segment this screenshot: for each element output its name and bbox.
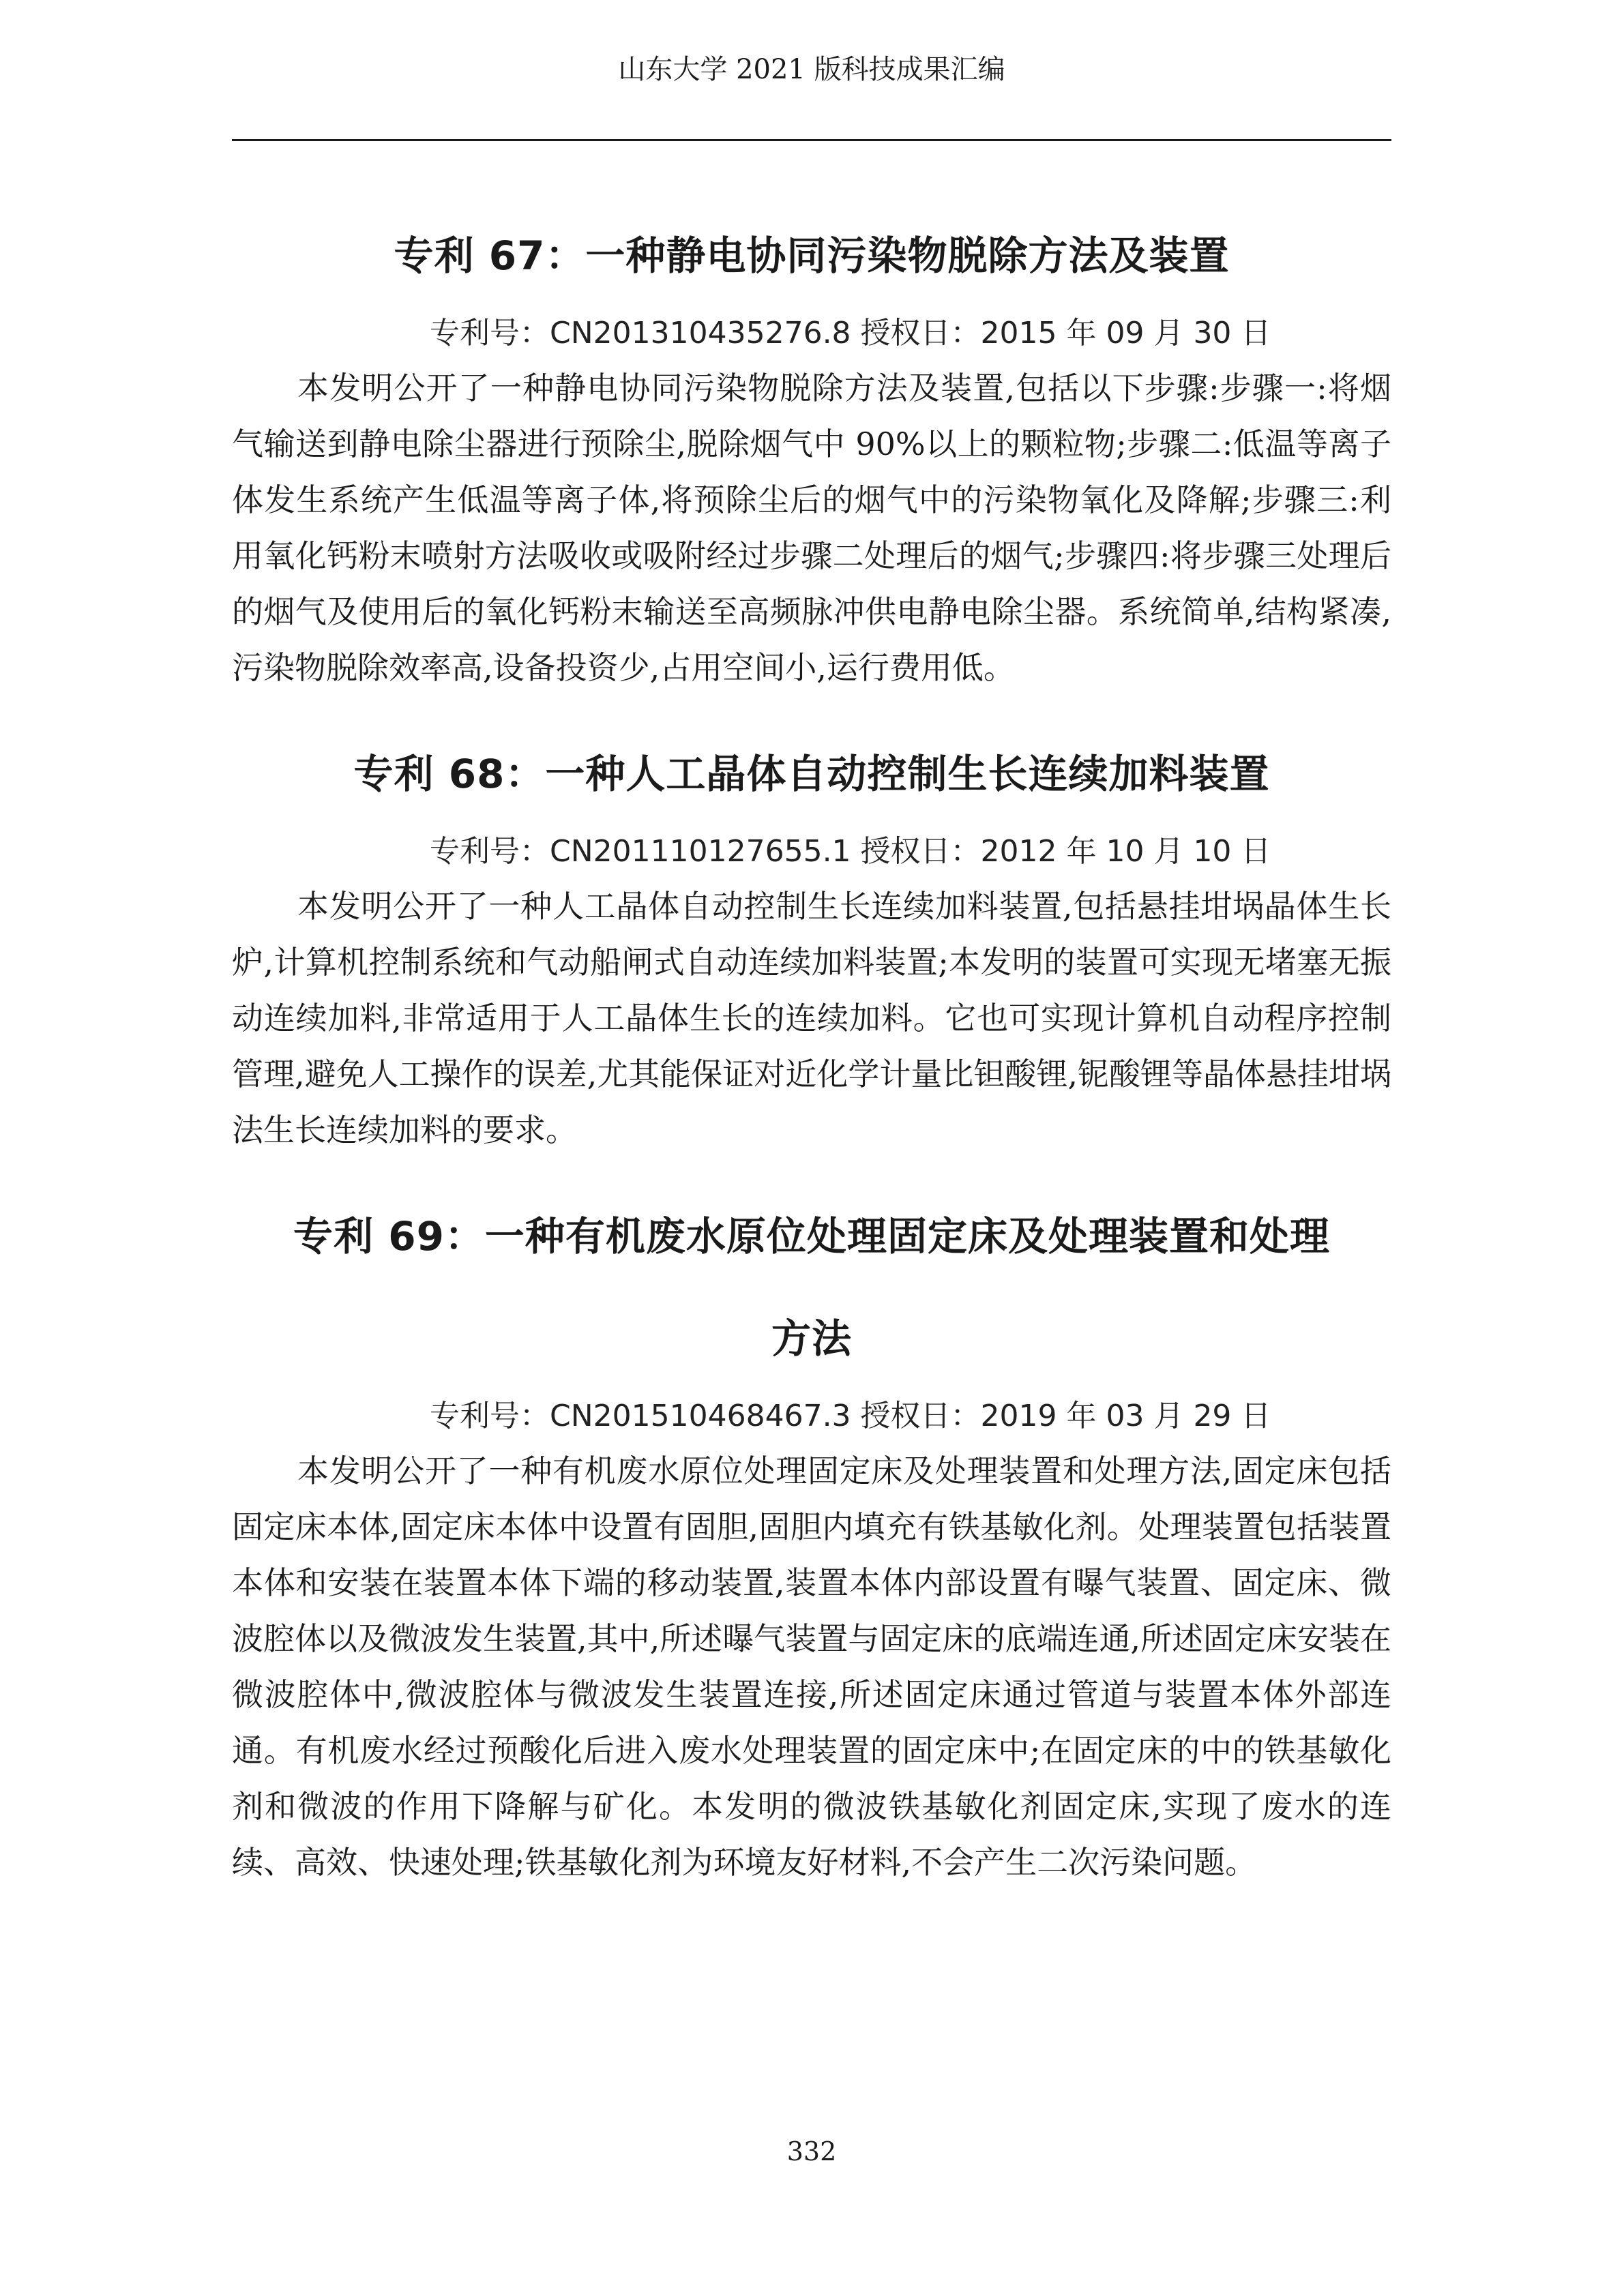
patent-meta: 专利号：CN201310435276.8 授权日：2015 年 09 月 30 日 bbox=[430, 316, 1271, 351]
running-header: 山东大学 2021 版科技成果汇编 bbox=[618, 54, 1005, 85]
patent-abstract: 本发明公开了一种有机废水原位处理固定床及处理装置和处理方法,固定床包括固定床本体,固定床本体中设置有固胆,固胆内填充有铁基敏化剂。处理装置包括装置本体和安装在装置本体下端的移动装置,装置本体内部设置有曝气装置、固定床、微波腔体以及微波发生装置,其中,所述曝气装置与固定床的底端连通,所述固定床安装在微波腔体中,微波腔体与微波发生装置连接,所述固定床通过管道与装置本体外部连通。有机废水经过预酸化后进入废水处理装置的固定床中;在固定床的中的铁基敏化剂和微波的作用下降解与矿化。本发明的微波铁基敏化剂固定床,实现了废水的连续、高效、快速处理;铁基敏化剂为环境友好材料,不会产生二次污染问题。 bbox=[232, 1452, 1391, 1881]
patent-67 bbox=[232, 205, 1391, 696]
patent-title-line-2: 方法 bbox=[771, 1315, 852, 1362]
patent-title: 专利 67：一种静电协同污染物脱除方法及装置 bbox=[394, 233, 1230, 279]
patent-69 bbox=[232, 1185, 1391, 1890]
patent-abstract: 本发明公开了一种静电协同污染物脱除方法及装置,包括以下步骤:步骤一:将烟气输送到静电除尘器进行预除尘,脱除烟气中 90%以上的颗粒物;步骤二:低温等离子体发生系统产生低温等离子体,将预除尘后的烟气中的污染物氧化及降解;步骤三:利用氧化钙粉末喷射方法吸收或吸附经过步骤二处理后的烟气;步骤四:将步骤三处理后的烟气及使用后的氧化钙粉末输送至高频脉冲供电静电除尘器。系统简单,结构紧凑,污染物脱除效率高,设备投资少,占用空间小,运行费用低。 bbox=[232, 370, 1391, 686]
page-number: 332 bbox=[786, 2136, 837, 2166]
patent-68 bbox=[232, 723, 1391, 1158]
patent-title: 专利 68：一种人工晶体自动控制生长连续加料装置 bbox=[353, 751, 1270, 797]
page-content bbox=[232, 205, 1391, 1890]
patent-meta: 专利号：CN201510468467.3 授权日：2019 年 03 月 29 日 bbox=[430, 1399, 1271, 1433]
patent-meta: 专利号：CN201110127655.1 授权日：2012 年 10 月 10 日 bbox=[430, 834, 1271, 869]
header-rule bbox=[232, 139, 1391, 141]
patent-abstract: 本发明公开了一种人工晶体自动控制生长连续加料装置,包括悬挂坩埚晶体生长炉,计算机控制系统和气动船闸式自动连续加料装置;本发明的装置可实现无堵塞无振动连续加料,非常适用于人工晶体生长的连续加料。它也可实现计算机自动程序控制管理,避免人工操作的误差,尤其能保证对近化学计量比钽酸锂,铌酸锂等晶体悬挂坩埚法生长连续加料的要求。 bbox=[232, 888, 1391, 1148]
patent-title-line-1: 专利 69：一种有机废水原位处理固定床及处理装置和处理 bbox=[293, 1213, 1330, 1259]
